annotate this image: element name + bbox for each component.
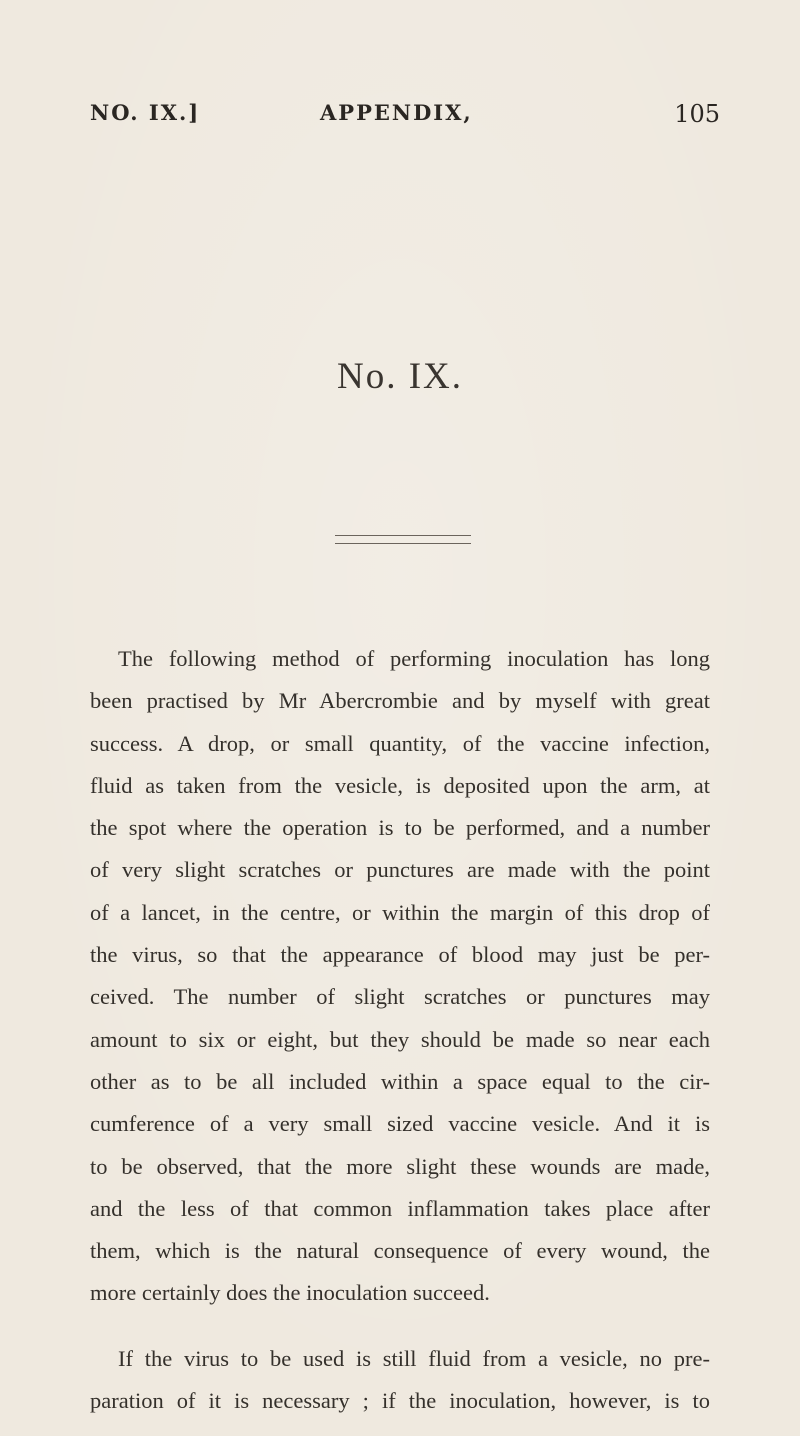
text-line: the virus, so that the appearance of blood may just be per- — [90, 942, 710, 968]
text-line: ceived. The number of slight scratches or punctures may — [90, 984, 710, 1010]
text-line: other as to be all included within a space equal to the cir- — [90, 1068, 710, 1094]
section-title: No. IX. — [336, 356, 463, 397]
text-line: If the virus to be used is still fluid from a vesicle, no pre- — [118, 1345, 710, 1371]
text-line: of very slight scratches or punctures are made with the point — [90, 857, 710, 883]
text-line: and the less of that common inflammation takes place after — [90, 1195, 710, 1221]
running-head-title: APPENDIX, — [320, 100, 473, 125]
page-number: 105 — [674, 100, 720, 128]
text-line: The following method of performing inoculation has long — [118, 646, 710, 671]
paragraph-gap — [90, 1315, 710, 1338]
text-line: cumference of a very small sized vaccine vesicle. And it is — [90, 1111, 710, 1137]
double-rule-divider — [335, 535, 471, 544]
text-line: paration of it is necessary ; if the inoculation, however, is to — [90, 1388, 710, 1414]
text-line: them, which is the natural consequence of every wound, the — [90, 1238, 710, 1264]
running-head — [90, 100, 720, 130]
body-text — [90, 638, 710, 1422]
paragraph-1 — [90, 638, 710, 1315]
text-line: the spot where the operation is to be performed, and a number — [90, 815, 710, 841]
text-line: success. A drop, or small quantity, of the vaccine infection, — [90, 730, 710, 756]
paragraph-2 — [90, 1338, 710, 1423]
running-head-section: NO. IX.] — [90, 100, 201, 125]
text-line: to be observed, that the more slight these wounds are made, — [90, 1153, 710, 1179]
text-line: of a lancet, in the centre, or within the margin of this drop of — [90, 899, 710, 925]
text-line: amount to six or eight, but they should be made so near each — [90, 1026, 710, 1052]
text-line: more certainly does the inoculation succeed. — [90, 1280, 490, 1306]
text-line: fluid as taken from the vesicle, is deposited upon the arm, at — [90, 772, 710, 798]
text-line: been practised by Mr Abercrombie and by myself with great — [90, 688, 710, 714]
